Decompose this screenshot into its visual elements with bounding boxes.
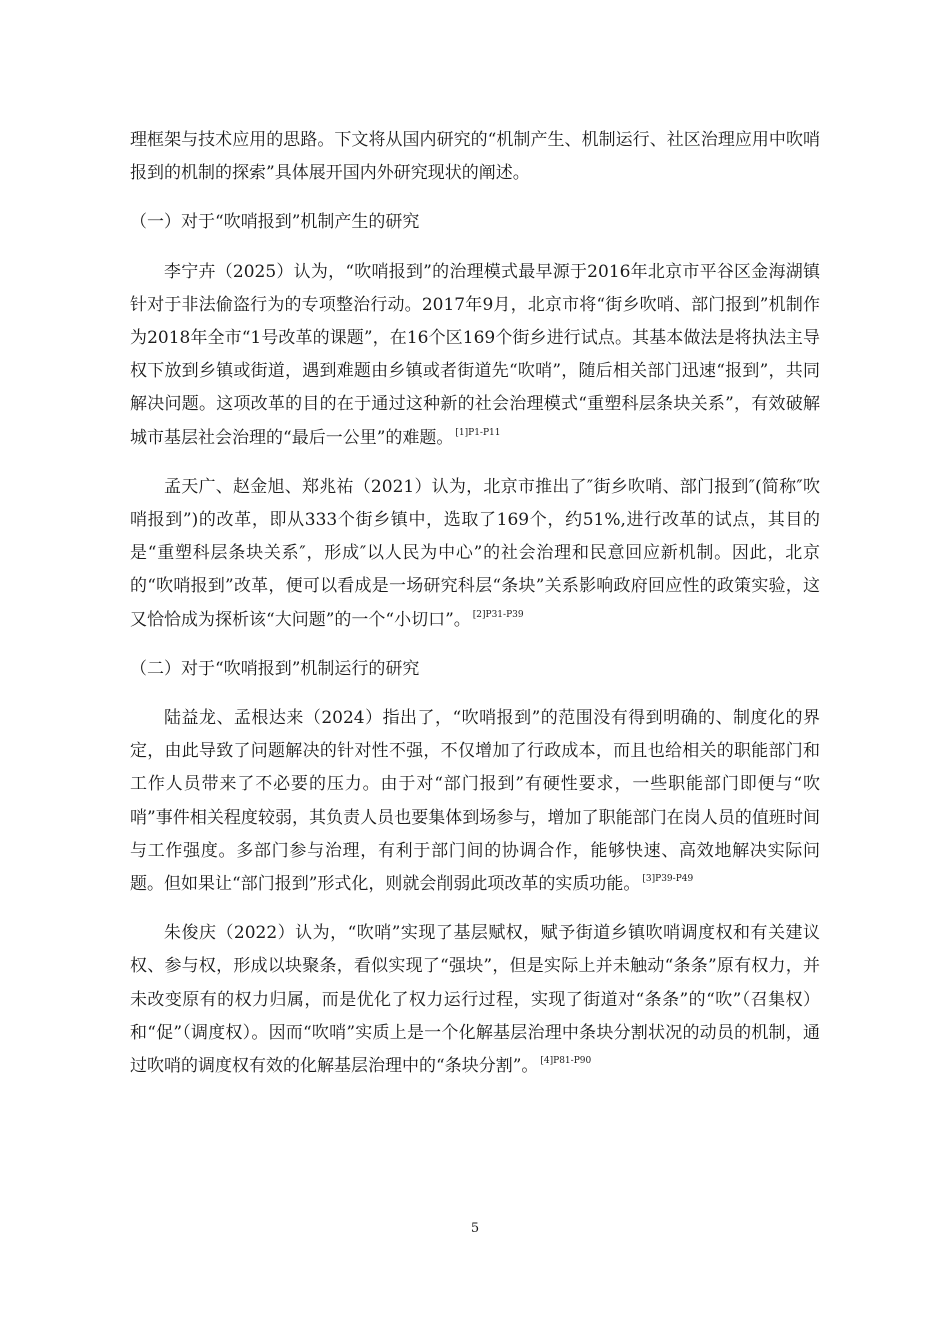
intro-paragraph [130, 124, 820, 190]
document-body [130, 124, 820, 1083]
page-number: 5 [470, 1221, 480, 1236]
paragraph-meng-tianguang [130, 471, 820, 637]
paragraph-zhu-junqing [130, 917, 820, 1083]
citation-marker: [3]P39-P49 [642, 874, 694, 885]
paragraph-text: 李宁卉（2025）认为，“吹哨报到”的治理模式最早源于2016年北京市平谷区金海湖镇针对于非法偷盗行为的专项整治行动。2017年9月，北京市将“街乡吹哨、部门报到”机制作为2018年全市“1号改革的课题”，在16个区169个街乡进行试点。其基本做法是将执法主导权下放到乡镇或街道，遇到难题由乡镇或者街道先“吹哨”，随后相关部门迅速“报到”，共同解决问题。这项改革的目的在于通过这种新的社会治理模式“重塑科层条块关系”，有效破解城市基层社会治理的“最后一公里”的难题。 [130, 261, 820, 448]
paragraph-text: 理框架与技术应用的思路。下文将从国内研究的“机制产生、机制运行、社区治理应用中吹哨报到的机制的探索”具体展开国内外研究现状的阐述。 [130, 130, 820, 184]
paragraph-text: 陆益龙、孟根达来（2024）指出了，“吹哨报到”的范围没有得到明确的、制度化的界定，由此导致了问题解决的针对性不强，不仅增加了行政成本，而且也给相关的职能部门和工作人员带来了不必要的压力。由于对“部门报到”有硬性要求，一些职能部门即便与“吹哨”事件相关程度较弱，其负责人员也要集体到场参与，增加了职能部门在岗人员的值班时间与工作强度。多部门参与治理，有利于部门间的协调合作，能够快速、高效地解决实际问题。但如果让“部门报到”形式化，则就会削弱此项改革的实质功能。 [130, 708, 820, 895]
paragraph-text: 孟天广、赵金旭、郑兆祐（2021）认为，北京市推出了″街乡吹哨、部门报到″(简称″吹哨报到”)的改革，即从333个街乡镇中，选取了169个，约51%,进行改革的试点，其目的是“重塑科层条块关系″，形成″以人民为中心”的社会治理和民意回应新机制。因此，北京的“吹哨报到”改革，便可以看成是一场研究科层“条块”关系影响政府回应性的政策实验，这又恰恰成为探析该“大问题”的一个“小切口”。 [130, 476, 820, 630]
citation-marker: [1]P1-P11 [455, 427, 501, 438]
citation-marker: [4]P81-P90 [540, 1056, 592, 1067]
section-heading-origin: （一）对于“吹哨报到”机制产生的研究 [130, 212, 420, 233]
citation-marker: [2]P31-P39 [472, 609, 524, 620]
paragraph-lu-yilong [130, 702, 820, 901]
paragraph-text: 朱俊庆（2022）认为，“吹哨”实现了基层赋权，赋予街道乡镇吹哨调度权和有关建议权、参与权，形成以块聚条，看似实现了“强块”，但是实际上并未触动“条条”原有权力，并未改变原有的权力归属，而是优化了权力运行过程，实现了街道对“条条”的“吹”（召集权）和“促”（调度权）。因而“吹哨”实质上是一个化解基层治理中条块分割状况的动员的机制，通过吹哨的调度权有效的化解基层治理中的“条块分割”。 [130, 923, 820, 1077]
section-heading-operation: （二）对于“吹哨报到”机制运行的研究 [130, 658, 420, 679]
paragraph-li-ninghui [130, 256, 820, 455]
